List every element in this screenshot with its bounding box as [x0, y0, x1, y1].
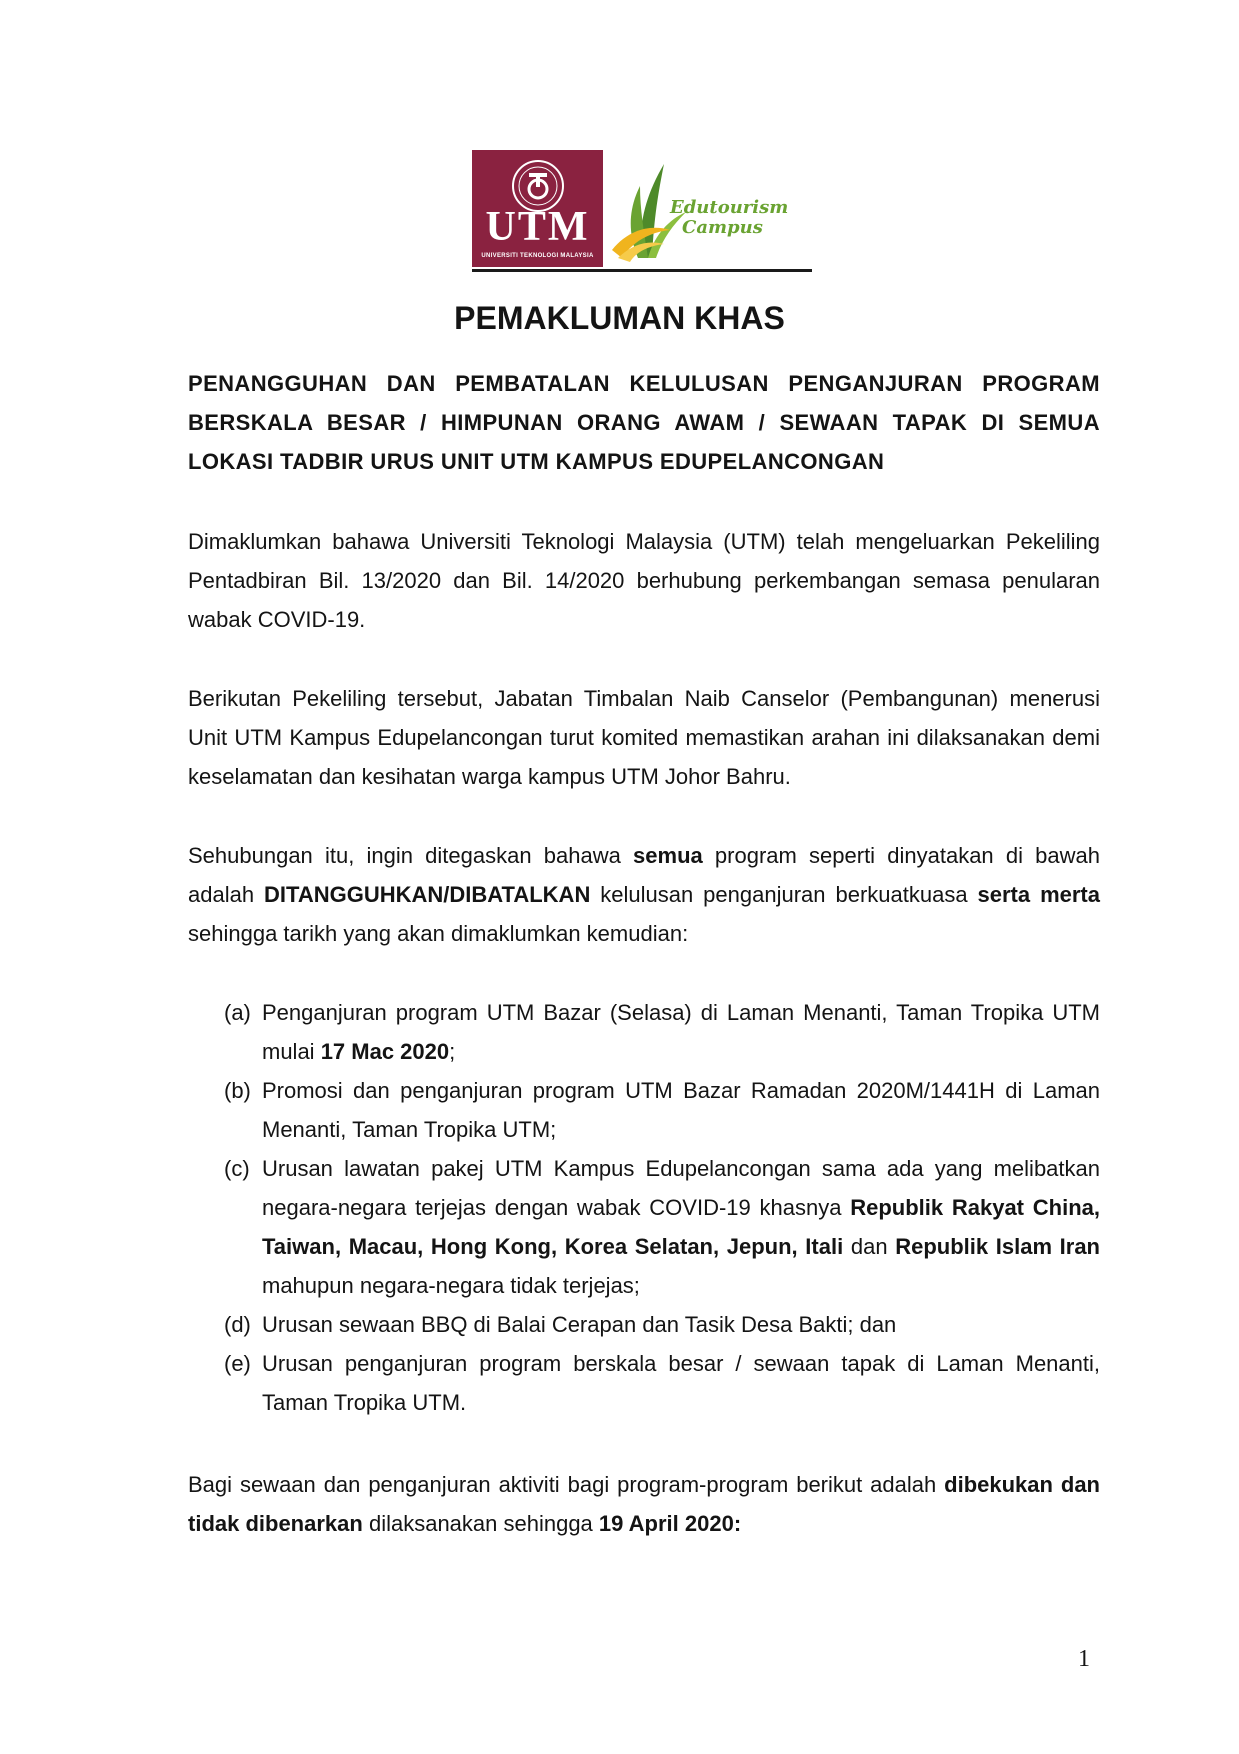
list-item-label: (d) — [224, 1312, 251, 1337]
list-item-label: (b) — [224, 1078, 251, 1103]
program-list — [224, 993, 1100, 1422]
paragraph-4 — [188, 1465, 1100, 1543]
list-item-b — [224, 1071, 1100, 1149]
edutourism-line1: Edutourism — [670, 197, 789, 218]
p3-text-4: sehingga tarikh yang akan dimaklumkan kemudian: — [188, 921, 689, 946]
paragraph-1: Dimaklumkan bahawa Universiti Teknologi Malaysia (UTM) telah mengeluarkan Pekeliling Pentadbiran Bil. 13/2020 dan Bil. 14/2020 berhubung perkembangan semasa penularan wabak COVID-19. — [188, 529, 1100, 632]
list-item-bold: Republik Islam Iran — [895, 1234, 1100, 1259]
list-item-text: ; — [449, 1039, 456, 1064]
p3-bold-2: DITANGGUHKAN/DIBATALKAN — [264, 882, 591, 907]
list-item-text: Urusan penganjuran program berskala besar / sewaan tapak di Laman Menanti, Taman Tropika UTM. — [262, 1351, 1100, 1415]
p4-bold-1: dibekukan dan tidak dibenarkan — [188, 1472, 1100, 1536]
page-title: PEMAKLUMAN KHAS — [454, 300, 785, 336]
list-item-label: (e) — [224, 1351, 251, 1376]
utm-logo — [472, 150, 603, 267]
p4-text-1: Bagi sewaan dan penganjuran aktiviti bagi program-program berikut adalah — [188, 1472, 945, 1497]
p4-text-2: dilaksanakan sehingga — [362, 1511, 599, 1536]
page-number: 1 — [1078, 1646, 1090, 1672]
p3-bold-3: serta merta — [977, 882, 1100, 907]
paragraph-3 — [188, 836, 1100, 953]
p3-text-2: program seperti dinyatakan di bawah adalah — [188, 843, 1100, 907]
edutourism-line2: Campus — [682, 217, 763, 238]
list-item-bold: 17 Mac 2020 — [320, 1039, 450, 1064]
p4-bold-2: 19 April 2020: — [598, 1511, 742, 1536]
list-item-c — [224, 1149, 1100, 1305]
list-item-text: Urusan sewaan BBQ di Balai Cerapan dan Tasik Desa Bakti; dan — [262, 1312, 897, 1337]
announcement-subtitle: PENANGGUHAN DAN PEMBATALAN KELULUSAN PENGANJURAN PROGRAM BERSKALA BESAR / HIMPUNAN ORANG AWAM / SEWAAN TAPAK DI SEMUA LOKASI TADBIR URUS UNIT UTM KAMPUS EDUPELANCONGAN — [188, 371, 1100, 474]
edutourism-logo-text — [670, 198, 788, 238]
paragraph-2: Berikutan Pekeliling tersebut, Jabatan Timbalan Naib Canselor (Pembangunan) menerusi Unit UTM Kampus Edupelancongan turut komited memastikan arahan ini dilaksanakan demi keselamatan dan kesihatan warga kampus UTM Johor Bahru. — [188, 686, 1100, 789]
list-item-text: Urusan lawatan pakej UTM Kampus Edupelancongan sama ada yang melibatkan negara-negara terjejas dengan wabak COVID-19 khasnya — [262, 1156, 1100, 1220]
utm-logo-subtext: UNIVERSITI TEKNOLOGI MALAYSIA — [481, 253, 594, 259]
list-item-bold: Republik Rakyat China, Taiwan, Macau, Hong Kong, Korea Selatan, Jepun, Itali — [262, 1195, 1100, 1259]
list-item-text: Promosi dan penganjuran program UTM Bazar Ramadan 2020M/1441H di Laman Menanti, Taman Tropika UTM; — [262, 1078, 1100, 1142]
p3-text-1: Sehubungan itu, ingin ditegaskan bahawa — [188, 843, 634, 868]
list-item-d — [224, 1305, 1100, 1344]
list-item-text: dan — [843, 1234, 896, 1259]
list-item-text: mahupun negara-negara tidak terjejas; — [262, 1273, 640, 1298]
header-logos — [472, 150, 812, 270]
list-item-label: (a) — [224, 1000, 251, 1025]
p3-text-3: kelulusan penganjuran berkuatkuasa — [590, 882, 978, 907]
list-item-label: (c) — [224, 1156, 250, 1181]
utm-logo-text: UTM — [485, 204, 590, 250]
header-divider — [472, 269, 812, 272]
list-item-e — [224, 1344, 1100, 1422]
list-item-a — [224, 993, 1100, 1071]
list-item-text: Penganjuran program UTM Bazar (Selasa) di Laman Menanti, Taman Tropika UTM mulai — [262, 1000, 1100, 1064]
p3-bold-1: semua — [633, 843, 703, 868]
